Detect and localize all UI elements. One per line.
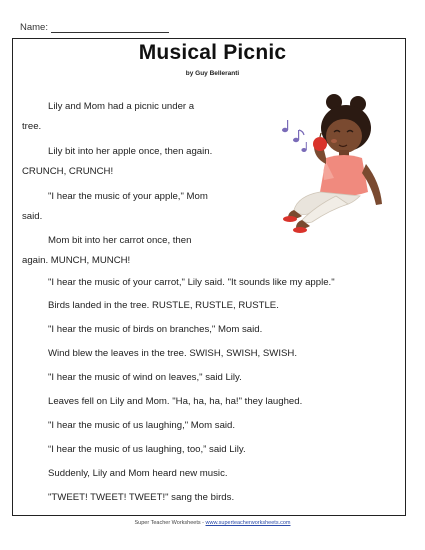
paragraph-line: "TWEET! TWEET! TWEET!" sang the birds. — [48, 492, 235, 503]
paragraph-7 — [48, 320, 408, 340]
paragraph-12 — [48, 440, 408, 460]
story-title: Musical Picnic — [138, 41, 287, 64]
story-byline: by Guy Belleranti — [185, 70, 240, 77]
paragraph-5 — [48, 273, 408, 293]
footer-separator: - — [200, 520, 206, 526]
paragraph-line: Wind blew the leaves in the tree. SWISH, SWISH, SWISH. — [48, 348, 297, 359]
paragraph-line: "I hear the music of us laughing," Mom said. — [48, 420, 236, 431]
paragraph-line: "I hear the music of your carrot," Lily said. "It sounds like my apple." — [48, 277, 335, 288]
paragraph-line: again. MUNCH, MUNCH! — [22, 255, 131, 266]
paragraph-14 — [48, 488, 408, 508]
name-label: Name: — [20, 22, 48, 33]
paragraph-line: Suddenly, Lily and Mom heard new music. — [48, 468, 228, 479]
paragraph-6 — [48, 296, 408, 316]
paragraph-8 — [48, 344, 408, 364]
paragraph-13 — [48, 464, 408, 484]
name-row — [20, 22, 169, 33]
paragraph-2 — [22, 142, 272, 182]
paragraph-line: tree. — [22, 121, 42, 132]
paragraph-9 — [48, 368, 408, 388]
paragraph-line: "I hear the music of wind on leaves," said Lily. — [48, 372, 242, 383]
paragraph-4 — [22, 231, 272, 271]
paragraph-line: Birds landed in the tree. RUSTLE, RUSTLE, RUSTLE. — [48, 300, 279, 311]
paragraph-line: said. — [22, 211, 43, 222]
paragraph-10 — [48, 392, 408, 412]
name-line — [51, 23, 169, 33]
paragraph-11 — [48, 416, 408, 436]
footer — [0, 520, 425, 526]
footer-url-link[interactable]: www.superteacherworksheets.com — [205, 520, 291, 526]
footer-brand: Super Teacher Worksheets — [134, 520, 201, 526]
paragraph-line: “I hear the music of us laughing, too,” said Lily. — [48, 444, 246, 455]
paragraph-3 — [22, 187, 272, 227]
music-note-icon — [282, 120, 307, 152]
paragraph-line: Lily and Mom had a picnic under a — [48, 101, 195, 112]
paragraph-line: "I hear the music of your apple," Mom — [48, 191, 208, 202]
paragraph-line: Mom bit into her carrot once, then — [48, 235, 192, 246]
girl-eating-apple-illustration — [276, 92, 396, 237]
paragraph-1 — [22, 97, 262, 137]
paragraph-line: Leaves fell on Lily and Mom. "Ha, ha, ha, ha!" they laughed. — [48, 396, 303, 407]
paragraph-line: Lily bit into her apple once, then again. — [48, 146, 213, 157]
paragraph-line: "I hear the music of birds on branches," Mom said. — [48, 324, 263, 335]
paragraph-line: CRUNCH, CRUNCH! — [22, 166, 114, 177]
